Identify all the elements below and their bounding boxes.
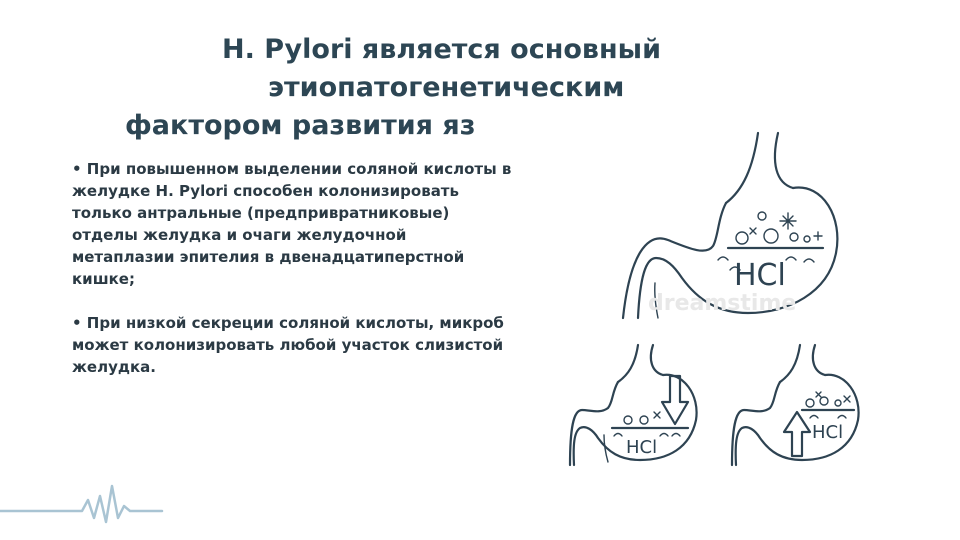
bullet-low-acid: • При низкой секреции соляной кислоты, микроб может колонизировать любой участок слизистой желудка. xyxy=(72,314,504,376)
hcl-label-left: HCl xyxy=(626,437,658,458)
bullet-list xyxy=(72,158,512,378)
hcl-label-main: HCl xyxy=(734,258,786,293)
stomach-left-illustration xyxy=(568,340,708,470)
bullet-high-acid: • При повышенном выделении соляной кислоты в желудке H. Pylori способен колонизировать только антральные (предпривратниковые) отделы желудка и очаги желудочной метаплазии эпителия в двенадцатиперстной кишке; xyxy=(72,160,512,288)
hcl-label-right: HCl xyxy=(812,422,844,443)
watermark-text: dreamstime xyxy=(648,291,797,316)
title-line-2: этиопатогенетическим xyxy=(268,72,625,103)
title-line-1: H. Pylori является основный xyxy=(222,34,661,65)
stomach-main-illustration xyxy=(618,128,878,328)
stomach-right-illustration xyxy=(730,340,870,470)
pulse-line-decoration xyxy=(0,478,170,528)
title-line-3: фактором развития яз xyxy=(125,110,476,141)
